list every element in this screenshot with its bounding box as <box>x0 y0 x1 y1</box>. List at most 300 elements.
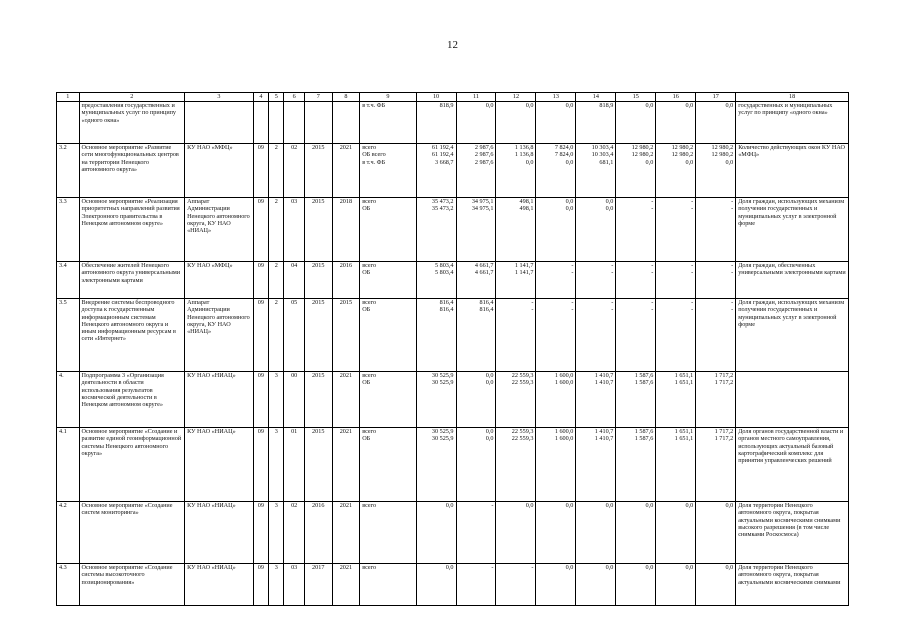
amount-value: 0,0 <box>565 158 574 166</box>
amount-value: 1 600,0 <box>554 372 574 379</box>
amount-cell <box>696 372 736 428</box>
amount-value: 0,0 <box>565 102 574 109</box>
amount-value: 1 600,0 <box>554 379 574 387</box>
code-program: 2 <box>269 262 284 299</box>
amount-value: 0,0 <box>485 372 494 379</box>
amount-cell <box>536 198 576 262</box>
row-number: 4.2 <box>57 502 80 564</box>
executor: Аппарат Администрации Ненецкого автономного округа, КУ НАО «НИАЦ» <box>185 299 254 372</box>
amount-value: - <box>531 564 534 571</box>
amount-cell <box>696 502 736 564</box>
amount-cell <box>496 262 536 299</box>
col-header: 5 <box>269 93 284 102</box>
amount-value: 0,0 <box>485 428 494 435</box>
amount-value: 0,0 <box>645 158 654 166</box>
amount-value: 1 651,1 <box>674 428 694 435</box>
amount-cell <box>416 372 456 428</box>
amount-value: - <box>691 299 694 306</box>
code-ministry: 09 <box>253 502 268 564</box>
code-program: 3 <box>269 564 284 606</box>
funding-source-label: всего <box>362 262 377 269</box>
amount-value: 0,0 <box>485 435 494 443</box>
amount-value: 0,0 <box>685 564 694 571</box>
amount-cell <box>696 262 736 299</box>
amount-value: 12 980,2 <box>631 144 654 151</box>
amount-value: - <box>731 269 734 277</box>
executor: КУ НАО «МФЦ» <box>185 144 254 198</box>
amount-cell <box>696 428 736 502</box>
funding-source-cell <box>360 372 416 428</box>
amount-value: 1 587,6 <box>634 379 654 387</box>
amount-value: 35 473,2 <box>431 205 454 213</box>
amount-value: - <box>651 205 654 213</box>
funding-source-cell <box>360 144 416 198</box>
amount-value: 61 192,4 <box>431 151 454 159</box>
amount-cell <box>536 502 576 564</box>
amount-value: 0,0 <box>605 198 614 205</box>
funding-source-cell <box>360 102 416 144</box>
amount-value: 35 473,2 <box>431 198 454 205</box>
code-ministry <box>253 102 268 144</box>
amount-value: 1 717,2 <box>714 379 734 387</box>
row-number: 4.3 <box>57 564 80 606</box>
amount-value: 5 803,4 <box>434 262 454 269</box>
executor: КУ НАО «НИАЦ» <box>185 502 254 564</box>
amount-value: - <box>611 262 614 269</box>
amount-cell <box>656 144 696 198</box>
amount-value: - <box>731 299 734 306</box>
amount-cell <box>656 564 696 606</box>
activity-name: Основное мероприятие «Создание и развитие единой геоинформационной системы Ненецкого автономного округа» <box>79 428 185 502</box>
amount-value: 0,0 <box>725 564 734 571</box>
target-indicator: Доля органов государственной власти и органов местного самоуправления, использующих актуальный базовый картографический комплекс для принятия управленческих решений <box>736 428 849 502</box>
amount-value: 816,4 <box>479 306 494 314</box>
amount-value: 1 717,2 <box>714 428 734 435</box>
amount-cell <box>416 564 456 606</box>
amount-cell <box>696 198 736 262</box>
col-header: 3 <box>185 93 254 102</box>
funding-source-cell <box>360 564 416 606</box>
amount-value: - <box>571 262 574 269</box>
table-row <box>57 262 849 299</box>
col-header: 8 <box>332 93 360 102</box>
code-program <box>269 102 284 144</box>
start-year: 2015 <box>304 262 332 299</box>
col-header: 1 <box>57 93 80 102</box>
start-year: 2015 <box>304 198 332 262</box>
funding-source-cell <box>360 299 416 372</box>
target-indicator: Доля территории Ненецкого автономного округа, покрытая актуальными космическими снимками <box>736 564 849 606</box>
amount-value: - <box>571 306 574 314</box>
executor: КУ НАО «НИАЦ» <box>185 564 254 606</box>
code-activity: 05 <box>284 299 304 372</box>
amount-cell <box>496 428 536 502</box>
amount-value: - <box>731 262 734 269</box>
activity-name: Подпрограмма 3 «Организация деятельности в области использования результатов космической деятельности в Ненецком автономном округе» <box>79 372 185 428</box>
table-row <box>57 372 849 428</box>
amount-value: 0,0 <box>645 102 654 109</box>
end-year <box>332 102 360 144</box>
activity-name: Внедрение системы беспроводного доступа к государственным информационным системам Ненецкого автономного округа и иным информационным ресурсам в сети «Интернет» <box>79 299 185 372</box>
funding-source-label: всего <box>362 428 377 435</box>
amount-value: - <box>571 269 574 277</box>
amount-cell <box>616 262 656 299</box>
page-number: 12 <box>447 39 458 51</box>
amount-value: 1 141,7 <box>514 269 534 277</box>
col-header: 2 <box>79 93 185 102</box>
amount-cell <box>576 144 616 198</box>
end-year: 2021 <box>332 428 360 502</box>
amount-value: 498,1 <box>519 198 534 205</box>
table-row <box>57 428 849 502</box>
funding-source-cell <box>360 428 416 502</box>
amount-value: - <box>731 198 734 205</box>
activity-name: Обеспечение жителей Ненецкого автономного округа универсальными электронными картами <box>79 262 185 299</box>
amount-cell <box>456 428 496 502</box>
amount-value: - <box>651 299 654 306</box>
amount-value: 22 559,3 <box>511 379 534 387</box>
row-number: 3.3 <box>57 198 80 262</box>
amount-value: 22 559,3 <box>511 435 534 443</box>
code-ministry: 09 <box>253 428 268 502</box>
amount-value: 1 410,7 <box>594 435 614 443</box>
amount-cell <box>416 428 456 502</box>
amount-cell <box>616 144 656 198</box>
table-row <box>57 564 849 606</box>
amount-value: 0,0 <box>685 158 694 166</box>
amount-value: - <box>731 205 734 213</box>
amount-value: 12 980,2 <box>631 151 654 159</box>
code-activity: 02 <box>284 502 304 564</box>
amount-value: 0,0 <box>565 564 574 571</box>
col-header: 16 <box>656 93 696 102</box>
target-indicator: Доля граждан, обеспеченных универсальными электронными картами <box>736 262 849 299</box>
amount-value: - <box>731 306 734 314</box>
funding-source-label: всего <box>362 502 377 509</box>
budget-table <box>56 92 849 606</box>
start-year <box>304 102 332 144</box>
amount-value: 34 975,1 <box>471 198 494 205</box>
amount-cell <box>536 428 576 502</box>
amount-value: 0,0 <box>725 102 734 109</box>
end-year: 2015 <box>332 299 360 372</box>
code-ministry: 09 <box>253 262 268 299</box>
end-year: 2021 <box>332 502 360 564</box>
amount-value: 1 717,2 <box>714 435 734 443</box>
amount-cell <box>496 299 536 372</box>
col-header: 12 <box>496 93 536 102</box>
amount-value: 1 587,6 <box>634 428 654 435</box>
header-row <box>57 93 849 102</box>
amount-cell <box>656 428 696 502</box>
code-program: 3 <box>269 428 284 502</box>
amount-value: - <box>651 262 654 269</box>
amount-value: 0,0 <box>605 564 614 571</box>
amount-cell <box>416 262 456 299</box>
amount-value: 30 525,9 <box>431 435 454 443</box>
amount-value: 34 975,1 <box>471 205 494 213</box>
amount-value: - <box>491 502 494 509</box>
amount-value: 0,0 <box>565 205 574 213</box>
amount-value: 0,0 <box>645 564 654 571</box>
table-row <box>57 502 849 564</box>
amount-cell <box>656 299 696 372</box>
amount-cell <box>536 144 576 198</box>
target-indicator: Доля территории Ненецкого автономного округа, покрытая актуальными космическими снимками высокого разрешения (в том числе снимками Роскосмоса) <box>736 502 849 564</box>
col-header: 17 <box>696 93 736 102</box>
amount-cell <box>456 198 496 262</box>
executor: КУ НАО «НИАЦ» <box>185 428 254 502</box>
activity-name: Основное мероприятие «Создание систем мониторинга» <box>79 502 185 564</box>
amount-value: 10 303,4 <box>591 144 614 151</box>
amount-cell <box>456 144 496 198</box>
amount-value: - <box>651 269 654 277</box>
amount-value: 10 303,4 <box>591 151 614 159</box>
code-activity: 00 <box>284 372 304 428</box>
row-number: 4. <box>57 372 80 428</box>
amount-value: - <box>691 262 694 269</box>
amount-cell <box>496 144 536 198</box>
funding-source-label: ОБ <box>362 269 371 277</box>
amount-value: 0,0 <box>485 379 494 387</box>
amount-value: 61 192,4 <box>431 144 454 151</box>
start-year: 2015 <box>304 144 332 198</box>
funding-source-label: ОБ <box>362 435 371 443</box>
amount-value: 12 980,2 <box>671 144 694 151</box>
amount-value: 4 661,7 <box>474 269 494 277</box>
col-header: 7 <box>304 93 332 102</box>
amount-cell <box>456 102 496 144</box>
amount-cell <box>656 502 696 564</box>
amount-value: 1 136,8 <box>514 151 534 159</box>
amount-value: 1 600,0 <box>554 428 574 435</box>
row-number: 3.2 <box>57 144 80 198</box>
amount-value: 1 717,2 <box>714 372 734 379</box>
amount-value: 30 525,9 <box>431 379 454 387</box>
col-header: 15 <box>616 93 656 102</box>
start-year: 2016 <box>304 502 332 564</box>
target-indicator: Доля граждан, использующих механизм получения государственных и муниципальных услуг в электронной форме <box>736 198 849 262</box>
amount-value: 1 587,6 <box>634 435 654 443</box>
start-year: 2015 <box>304 372 332 428</box>
amount-cell <box>416 299 456 372</box>
amount-cell <box>456 299 496 372</box>
amount-value: 0,0 <box>485 102 494 109</box>
amount-cell <box>456 262 496 299</box>
code-activity: 01 <box>284 428 304 502</box>
amount-value: 498,1 <box>519 205 534 213</box>
target-indicator: Доля граждан, использующих механизм получения государственных и муниципальных услуг в электронной форме <box>736 299 849 372</box>
row-number: 3.4 <box>57 262 80 299</box>
funding-source-label: ОБ <box>362 379 371 387</box>
amount-value: - <box>651 306 654 314</box>
code-program: 2 <box>269 144 284 198</box>
target-indicator: государственных и муниципальных услуг по принципу «одного окна» <box>736 102 849 144</box>
amount-cell <box>496 372 536 428</box>
funding-source-label: в т.ч. ФБ <box>362 158 386 166</box>
amount-cell <box>696 299 736 372</box>
target-indicator <box>736 372 849 428</box>
amount-cell <box>656 372 696 428</box>
amount-value: - <box>571 299 574 306</box>
amount-value: - <box>691 269 694 277</box>
amount-value: 2 987,6 <box>474 151 494 159</box>
amount-value: 1 651,1 <box>674 372 694 379</box>
amount-value: 816,4 <box>439 299 454 306</box>
amount-value: 816,4 <box>479 299 494 306</box>
code-ministry: 09 <box>253 564 268 606</box>
amount-cell <box>456 564 496 606</box>
col-header: 11 <box>456 93 496 102</box>
amount-value: 681,1 <box>599 158 614 166</box>
amount-cell <box>696 564 736 606</box>
amount-value: 818,9 <box>439 102 454 109</box>
code-ministry: 09 <box>253 198 268 262</box>
amount-cell <box>536 564 576 606</box>
amount-cell <box>576 102 616 144</box>
amount-cell <box>696 144 736 198</box>
executor: Аппарат Администрации Ненецкого автономного округа, КУ НАО «НИАЦ» <box>185 198 254 262</box>
amount-cell <box>616 198 656 262</box>
executor <box>185 102 254 144</box>
amount-value: 0,0 <box>605 205 614 213</box>
amount-cell <box>616 502 656 564</box>
amount-value: 0,0 <box>445 502 454 509</box>
amount-cell <box>616 428 656 502</box>
funding-source-cell <box>360 198 416 262</box>
funding-source-label: ОБ <box>362 306 371 314</box>
start-year: 2015 <box>304 428 332 502</box>
amount-value: 2 987,6 <box>474 144 494 151</box>
amount-value: 0,0 <box>685 502 694 509</box>
amount-value: - <box>651 198 654 205</box>
col-header: 18 <box>736 93 849 102</box>
funding-source-label: в т.ч. ФБ <box>362 102 386 109</box>
amount-cell <box>616 102 656 144</box>
table-row <box>57 198 849 262</box>
amount-cell <box>536 299 576 372</box>
activity-name: Основное мероприятие «Реализация приоритетных направлений развития Электронного правительства в Ненецком автономном округе» <box>79 198 185 262</box>
amount-cell <box>536 372 576 428</box>
amount-value: 0,0 <box>565 502 574 509</box>
code-activity <box>284 102 304 144</box>
code-program: 2 <box>269 299 284 372</box>
amount-value: 0,0 <box>605 502 614 509</box>
amount-value: 0,0 <box>725 158 734 166</box>
executor: КУ НАО «МФЦ» <box>185 262 254 299</box>
amount-cell <box>496 502 536 564</box>
end-year: 2018 <box>332 198 360 262</box>
amount-cell <box>496 564 536 606</box>
end-year: 2021 <box>332 144 360 198</box>
amount-value: 0,0 <box>565 198 574 205</box>
table-row <box>57 144 849 198</box>
amount-cell <box>576 502 616 564</box>
amount-value: 3 668,7 <box>434 158 454 166</box>
amount-value: 1 136,8 <box>514 144 534 151</box>
table-body <box>57 93 849 606</box>
amount-value: 0,0 <box>525 502 534 509</box>
amount-cell <box>616 372 656 428</box>
code-program: 3 <box>269 372 284 428</box>
amount-cell <box>656 198 696 262</box>
amount-value: - <box>611 269 614 277</box>
funding-source-label: всего <box>362 144 377 151</box>
amount-value: - <box>611 299 614 306</box>
amount-value: 22 559,3 <box>511 428 534 435</box>
amount-cell <box>696 102 736 144</box>
amount-value: - <box>611 306 614 314</box>
funding-source-cell <box>360 502 416 564</box>
code-ministry: 09 <box>253 299 268 372</box>
amount-value: 2 987,6 <box>474 158 494 166</box>
amount-value: 816,4 <box>439 306 454 314</box>
activity-name: Основное мероприятие «Развитие сети многофункциональных центров на территории Ненецкого автономного округа» <box>79 144 185 198</box>
amount-cell <box>496 102 536 144</box>
col-header: 10 <box>416 93 456 102</box>
amount-cell <box>576 564 616 606</box>
amount-value: 1 410,7 <box>594 379 614 387</box>
end-year: 2021 <box>332 372 360 428</box>
amount-cell <box>416 198 456 262</box>
amount-value: 30 525,9 <box>431 428 454 435</box>
amount-value: 0,0 <box>525 102 534 109</box>
amount-cell <box>536 102 576 144</box>
row-number: 3.5 <box>57 299 80 372</box>
amount-cell <box>416 502 456 564</box>
col-header: 4 <box>253 93 268 102</box>
amount-cell <box>576 198 616 262</box>
code-ministry: 09 <box>253 372 268 428</box>
funding-source-label: ОБ <box>362 205 371 213</box>
code-program: 2 <box>269 198 284 262</box>
start-year: 2015 <box>304 299 332 372</box>
table-row <box>57 299 849 372</box>
amount-cell <box>496 198 536 262</box>
amount-value: 0,0 <box>685 102 694 109</box>
row-number <box>57 102 80 144</box>
amount-value: 1 600,0 <box>554 435 574 443</box>
amount-value: 12 980,2 <box>711 144 734 151</box>
amount-cell <box>456 372 496 428</box>
amount-value: 1 141,7 <box>514 262 534 269</box>
activity-name: Основное мероприятие «Создание системы высокоточного позиционирования» <box>79 564 185 606</box>
amount-value: 0,0 <box>645 502 654 509</box>
code-activity: 03 <box>284 564 304 606</box>
code-activity: 02 <box>284 144 304 198</box>
amount-cell <box>536 262 576 299</box>
amount-value: 30 525,9 <box>431 372 454 379</box>
amount-value: 4 661,7 <box>474 262 494 269</box>
funding-source-label: ОБ всего <box>362 151 386 159</box>
amount-value: 1 410,7 <box>594 372 614 379</box>
amount-value: - <box>691 205 694 213</box>
amount-value: 1 410,7 <box>594 428 614 435</box>
amount-value: - <box>531 306 534 314</box>
amount-cell <box>576 428 616 502</box>
amount-value: 1 651,1 <box>674 379 694 387</box>
col-header: 9 <box>360 93 416 102</box>
col-header: 13 <box>536 93 576 102</box>
amount-value: 0,0 <box>445 564 454 571</box>
funding-source-cell <box>360 262 416 299</box>
amount-value: 1 587,6 <box>634 372 654 379</box>
amount-cell <box>576 372 616 428</box>
amount-value: - <box>531 299 534 306</box>
amount-value: 22 559,3 <box>511 372 534 379</box>
amount-cell <box>616 564 656 606</box>
funding-source-label: всего <box>362 372 377 379</box>
